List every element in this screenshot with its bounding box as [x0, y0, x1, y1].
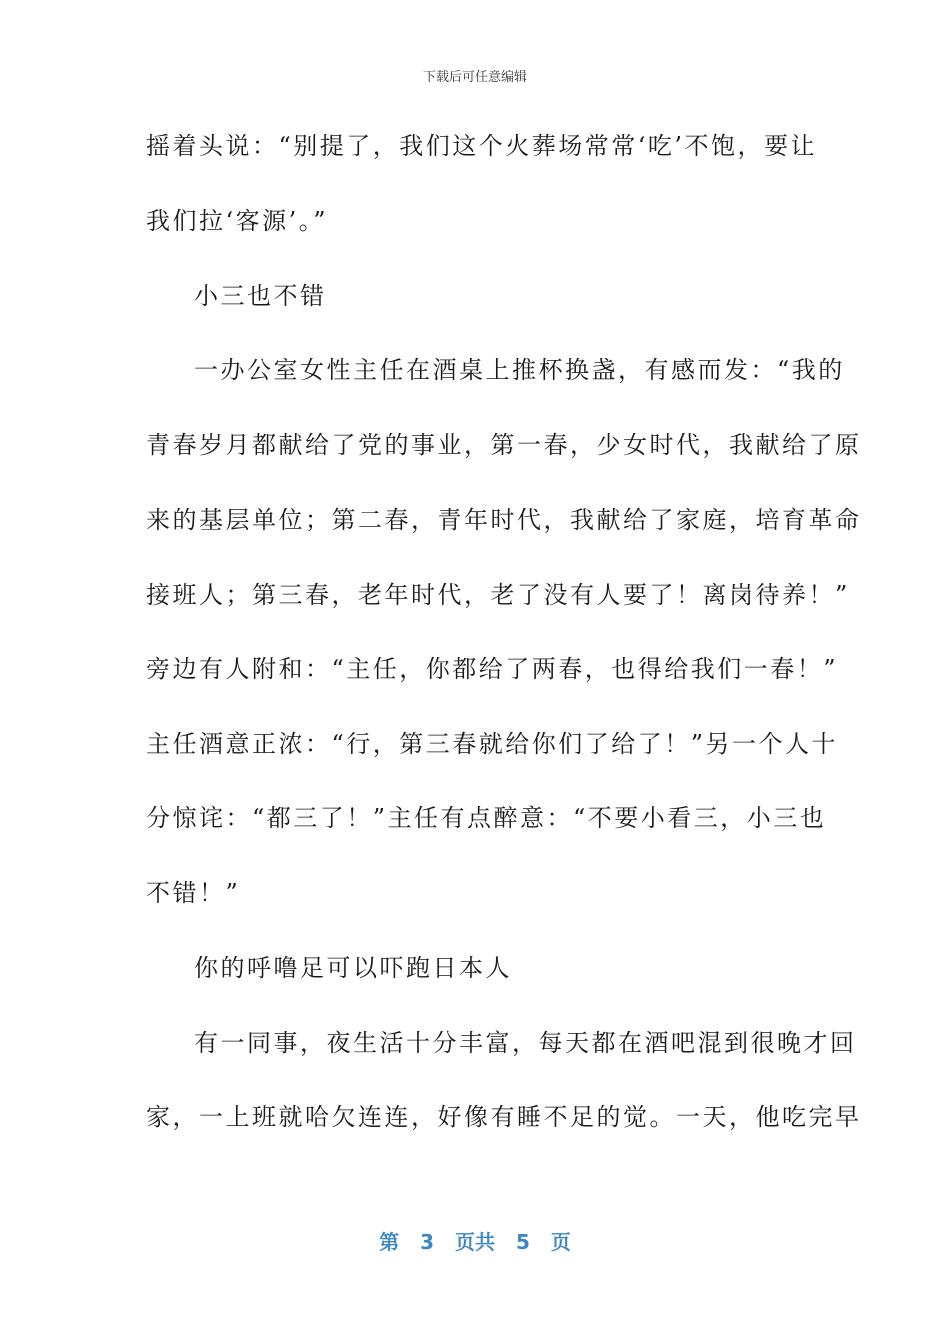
paragraph-line: 摇着头说：“别提了，我们这个火葬场常常‘吃’不饱，要让: [146, 132, 818, 160]
paragraph-line: 接班人；第三春，老年时代，老了没有人要了！离岗待养！”: [146, 581, 850, 609]
total-page-number: 5: [515, 1230, 530, 1254]
paragraph-line: 家，一上班就哈欠连连，好像有睡不足的觉。一天，他吃完早: [146, 1103, 862, 1131]
paragraph-line: 旁边有人附和：“主任，你都给了两春，也得给我们一春！”: [146, 655, 839, 683]
section-heading: 你的呼噜足可以吓跑日本人: [194, 954, 512, 982]
paragraph-line: 主任酒意正浓：“行，第三春就给你们了给了！”另一个人十: [146, 730, 839, 758]
current-page-number: 3: [420, 1230, 435, 1254]
paragraph-line: 来的基层单位；第二春，青年时代，我献给了家庭，培育革命: [146, 506, 862, 534]
footer-middle: 页共: [455, 1230, 495, 1254]
paragraph-line: 我们拉‘客源’。”: [146, 207, 329, 235]
section-heading: 小三也不错: [194, 282, 327, 310]
paragraph-line: 分惊诧：“都三了！”主任有点醉意：“不要小看三，小三也: [146, 804, 827, 832]
paragraph-line: 有一同事，夜生活十分丰富，每天都在酒吧混到很晚才回: [194, 1029, 857, 1057]
footer-prefix: 第: [379, 1230, 400, 1254]
footer-suffix: 页: [550, 1230, 571, 1254]
paragraph-line: 青春岁月都献给了党的事业，第一春，少女时代，我献给了原: [146, 431, 862, 459]
paragraph-line: 一办公室女性主任在酒桌上推杯换盏，有感而发：“我的: [194, 356, 845, 384]
paragraph-line: 不错！”: [146, 879, 241, 907]
header-note: 下载后可任意编辑: [422, 70, 527, 85]
page-footer: [0, 1226, 950, 1255]
